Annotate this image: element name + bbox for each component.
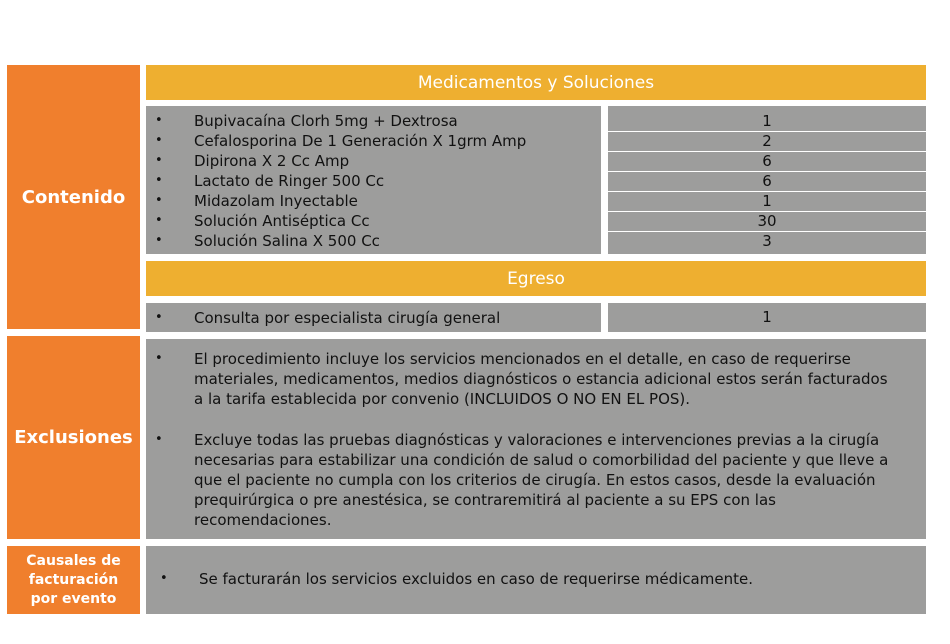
bullet-icon: •	[155, 113, 163, 128]
bullet-icon: •	[155, 153, 163, 168]
exclusiones-panel	[146, 339, 926, 539]
medicamentos-header-text: Medicamentos y Soluciones	[417, 72, 655, 93]
egreso-item-text: Consulta por especialista cirugía general	[194, 309, 501, 327]
exclusion-item-1: El procedimiento incluye los servicios mencionados en el detalle, en caso de requerirse materiales, medicamentos, medios diagnósticos o estancia adicional estos serán facturados a la tarifa establecida por convenio (INCLUIDOS O NO EN EL POS).	[194, 350, 888, 408]
medicamentos-list	[146, 106, 601, 254]
quantity-cell: 6	[762, 172, 772, 190]
quantity-cell: 2	[762, 132, 772, 150]
medicamento-name: Dipirona X 2 Cc Amp	[194, 152, 350, 170]
bullet-icon: •	[155, 173, 163, 188]
causales-panel	[146, 546, 926, 614]
medicamento-name: Solución Salina X 500 Cc	[194, 232, 380, 250]
medicamento-name: Midazolam Inyectable	[194, 192, 358, 210]
contenido-label	[7, 65, 140, 329]
egreso-item-cell	[146, 303, 601, 332]
contenido-label-text: Contenido	[21, 186, 126, 208]
list-item	[146, 151, 601, 171]
quantity-cell: 3	[762, 232, 772, 250]
quantity-cell: 1	[762, 192, 772, 210]
egreso-header	[146, 261, 926, 296]
causales-label-text: Causales de facturación por evento	[26, 552, 121, 607]
medicamentos-header	[146, 65, 926, 100]
quantity-cell: 1	[762, 112, 772, 130]
list-item	[146, 191, 601, 211]
exclusiones-label-text: Exclusiones	[14, 427, 133, 448]
bullet-icon: •	[155, 351, 163, 366]
bullet-icon: •	[155, 213, 163, 228]
list-item	[146, 231, 601, 251]
bullet-icon: •	[155, 233, 163, 248]
exclusion-item-2: Excluye todas las pruebas diagnósticas y valoraciones e intervenciones previas a la cirugía necesarias para estabilizar una condición de salud o comorbilidad del paciente y que lleve a que el paciente no cumpla con los criterios de cirugía. En estos casos, desde la evaluación prequirúrgica o pre anestésica, se contraremitirá al paciente a su EPS con las recomendaciones.	[194, 431, 889, 529]
exclusiones-label	[7, 336, 140, 539]
bullet-icon: •	[155, 310, 163, 325]
list-item	[146, 171, 601, 191]
quantity-cell: 6	[762, 152, 772, 170]
list-item	[146, 211, 601, 231]
egreso-qty-cell	[608, 303, 926, 332]
bullet-icon: •	[160, 571, 168, 586]
egreso-header-text: Egreso	[507, 268, 565, 289]
bullet-icon: •	[155, 432, 163, 447]
medicamento-name: Solución Antiséptica Cc	[194, 212, 370, 230]
causales-label	[7, 546, 140, 614]
bullet-icon: •	[155, 133, 163, 148]
list-item	[146, 111, 601, 131]
causales-item: Se facturarán los servicios excluidos en caso de requerirse médicamente.	[199, 570, 753, 588]
quantity-cell: 30	[757, 212, 777, 230]
medicamento-name: Lactato de Ringer 500 Cc	[194, 172, 385, 190]
list-item	[146, 131, 601, 151]
medicamento-name: Cefalosporina De 1 Generación X 1grm Amp	[194, 132, 527, 150]
quantity-cell: 1	[762, 308, 772, 326]
list-item	[146, 308, 601, 328]
bullet-icon: •	[155, 193, 163, 208]
medicamentos-quantities	[608, 106, 926, 254]
medicamento-name: Bupivacaína Clorh 5mg + Dextrosa	[194, 112, 458, 130]
